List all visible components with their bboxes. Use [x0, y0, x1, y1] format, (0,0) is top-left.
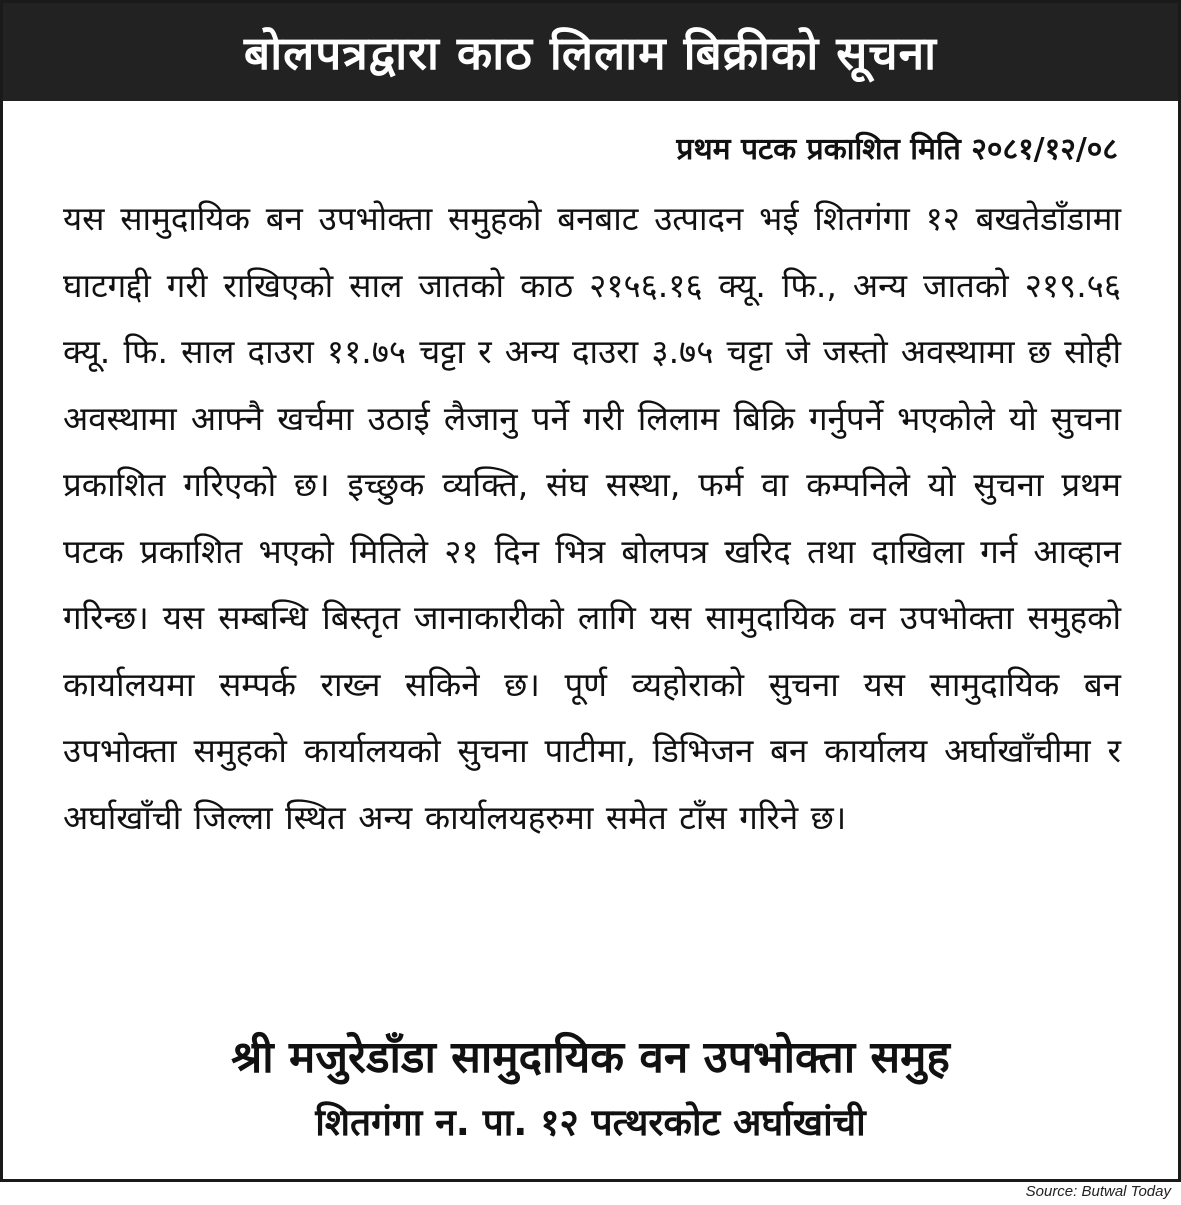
notice-title: बोलपत्रद्वारा काठ लिलाम बिक्रीको सूचना: [243, 26, 938, 80]
organization-address: शितगंगा न. पा. १२ पत्थरकोट अर्घाखांची: [315, 1101, 866, 1144]
organization-name: श्री मजुरेडाँडा सामुदायिक वन उपभोक्ता समुह: [231, 1032, 950, 1083]
source-credit: Source: Butwal Today: [1025, 1183, 1171, 1200]
notice-body: यस सामुदायिक बन उपभोक्ता समुहको बनबाट उत्पादन भई शितगंगा १२ बखतेडाँडामा घाटगद्दी गरी राखिएको साल जातको काठ २१५६.१६ क्यू. फि., अन्य जातको २१९.५६ क्यू. फि. साल दाउरा ११.७५ चट्टा र अन्य दाउरा ३.७५ चट्टा जे जस्तो अवस्थामा छ सोही अवस्थामा आफ्नै खर्चमा उठाई लैजानु पर्ने गरी लिलाम बिक्रि गर्नुपर्ने भएकोले यो सुचना प्रकाशित गरिएको छ। इच्छुक व्यक्ति, संघ सस्था, फर्म वा कम्पनिले यो सुचना प्रथम पटक प्रकाशित भएको मितिले २१ दिन भित्र बोलपत्र खरिद तथा दाखिला गर्न आव्हान गरिन्छ। यस सम्बन्धि बिस्तृत जानाकारीको लागि यस सामुदायिक वन उपभोक्ता समुहको कार्यालयमा सम्पर्क राख्न सकिने छ। पूर्ण व्यहोराको सुचना यस सामुदायिक बन उपभोक्ता समुहको कार्यालयको सुचना पाटीमा, डिभिजन बन कार्यालय अर्घाखाँचीमा र अर्घाखाँची जिल्ला स्थित अन्य कार्यालयहरुमा समेत टाँस गरिने छ।: [63, 199, 1121, 837]
notice-banner: [3, 3, 1178, 101]
publication-date: प्रथम पटक प्रकाशित मिति २०८१/१२/०८: [676, 132, 1118, 167]
